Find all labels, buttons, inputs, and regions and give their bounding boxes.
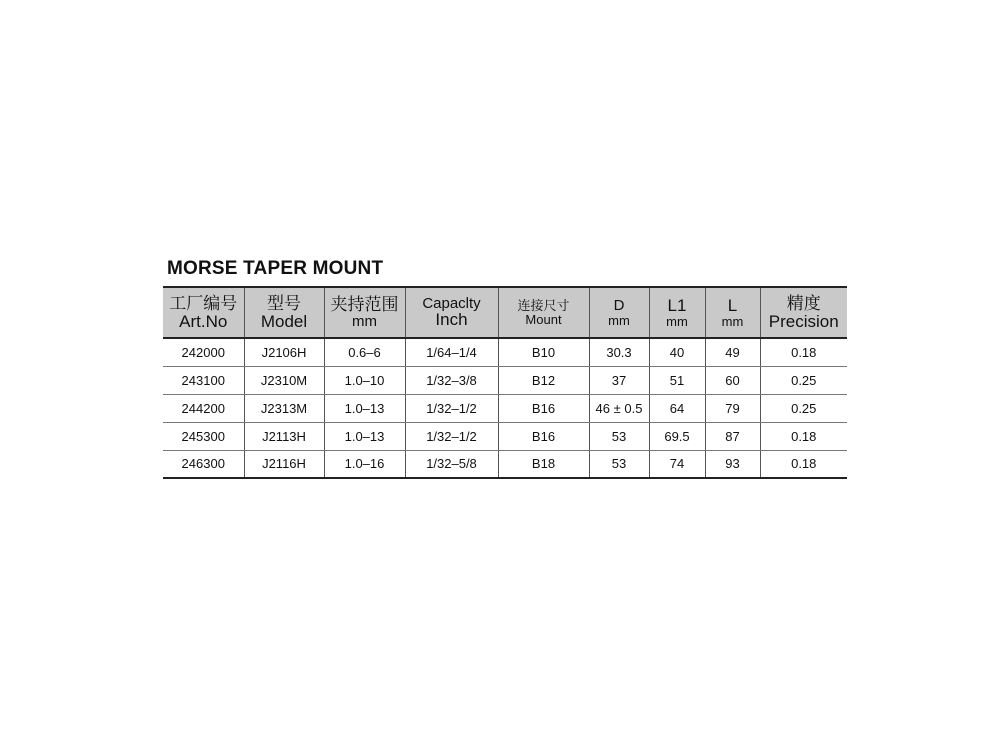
header-capacity-unit: Inch xyxy=(435,310,468,330)
header-l1 xyxy=(649,287,705,338)
cell-capacity: 1/64–1/4 xyxy=(405,338,498,366)
header-l1-unit: mm xyxy=(666,313,688,329)
cell-l1: 74 xyxy=(649,450,705,478)
cell-clamping-range: 1.0–10 xyxy=(324,366,405,394)
cell-art-no: 246300 xyxy=(163,450,244,478)
cell-capacity: 1/32–1/2 xyxy=(405,422,498,450)
table-row xyxy=(163,366,847,394)
cell-clamping-range: 1.0–13 xyxy=(324,422,405,450)
header-model xyxy=(244,287,324,338)
cell-mount: B12 xyxy=(498,366,589,394)
cell-capacity: 1/32–5/8 xyxy=(405,450,498,478)
table-row xyxy=(163,450,847,478)
header-art-no-en: Art.No xyxy=(179,311,228,331)
cell-precision: 0.25 xyxy=(760,394,847,422)
table-header xyxy=(163,287,847,338)
cell-l: 79 xyxy=(705,394,760,422)
cell-precision: 0.25 xyxy=(760,366,847,394)
header-art-no-cn: 工厂编号 xyxy=(169,293,238,313)
cell-l: 87 xyxy=(705,422,760,450)
header-l1-label: L1 xyxy=(667,295,687,315)
cell-model: J2106H xyxy=(244,338,324,366)
cell-mount: B16 xyxy=(498,422,589,450)
header-l-label: L xyxy=(727,295,738,315)
header-clamping-range-unit: mm xyxy=(352,312,377,330)
cell-l1: 40 xyxy=(649,338,705,366)
cell-d: 46 ± 0.5 xyxy=(589,394,649,422)
cell-clamping-range: 1.0–16 xyxy=(324,450,405,478)
header-mount xyxy=(498,287,589,338)
cell-capacity: 1/32–3/8 xyxy=(405,366,498,394)
cell-precision: 0.18 xyxy=(760,422,847,450)
table-row xyxy=(163,338,847,366)
header-clamping-range-cn: 夹持范围 xyxy=(330,294,399,314)
cell-d: 53 xyxy=(589,450,649,478)
header-d-label: D xyxy=(613,296,625,314)
header-l-unit: mm xyxy=(721,313,744,329)
table-row xyxy=(163,394,847,422)
cell-l1: 64 xyxy=(649,394,705,422)
header-l xyxy=(705,287,760,338)
header-mount-cn: 连接尺寸 xyxy=(517,297,570,313)
header-model-cn: 型号 xyxy=(267,293,301,313)
cell-precision: 0.18 xyxy=(760,338,847,366)
cell-d: 30.3 xyxy=(589,338,649,366)
cell-model: J2310M xyxy=(244,366,324,394)
header-precision-cn: 精度 xyxy=(786,293,821,313)
cell-mount: B10 xyxy=(498,338,589,366)
cell-clamping-range: 1.0–13 xyxy=(324,394,405,422)
header-d xyxy=(589,287,649,338)
spec-table xyxy=(163,286,847,479)
header-precision xyxy=(760,287,847,338)
cell-mount: B18 xyxy=(498,450,589,478)
header-row xyxy=(163,287,847,338)
header-capacity-label: Capaclty xyxy=(422,294,481,312)
cell-l1: 51 xyxy=(649,366,705,394)
header-clamping-range xyxy=(324,287,405,338)
cell-d: 53 xyxy=(589,422,649,450)
cell-l1: 69.5 xyxy=(649,422,705,450)
cell-art-no: 243100 xyxy=(163,366,244,394)
cell-art-no: 244200 xyxy=(163,394,244,422)
header-art-no xyxy=(163,287,244,338)
table-body xyxy=(163,338,847,478)
cell-model: J2116H xyxy=(244,450,324,478)
header-capacity xyxy=(405,287,498,338)
cell-model: J2313M xyxy=(244,394,324,422)
table-row xyxy=(163,422,847,450)
cell-l: 49 xyxy=(705,338,760,366)
header-mount-en: Mount xyxy=(525,311,562,327)
cell-art-no: 245300 xyxy=(163,422,244,450)
cell-precision: 0.18 xyxy=(760,450,847,478)
cell-capacity: 1/32–1/2 xyxy=(405,394,498,422)
cell-art-no: 242000 xyxy=(163,338,244,366)
cell-l: 93 xyxy=(705,450,760,478)
table-title: MORSE TAPER MOUNT xyxy=(167,258,384,279)
cell-mount: B16 xyxy=(498,394,589,422)
header-d-unit: mm xyxy=(608,312,630,328)
header-model-en: Model xyxy=(260,311,308,331)
header-precision-en: Precision xyxy=(768,311,839,331)
cell-clamping-range: 0.6–6 xyxy=(324,338,405,366)
cell-l: 60 xyxy=(705,366,760,394)
cell-d: 37 xyxy=(589,366,649,394)
cell-model: J2113H xyxy=(244,422,324,450)
